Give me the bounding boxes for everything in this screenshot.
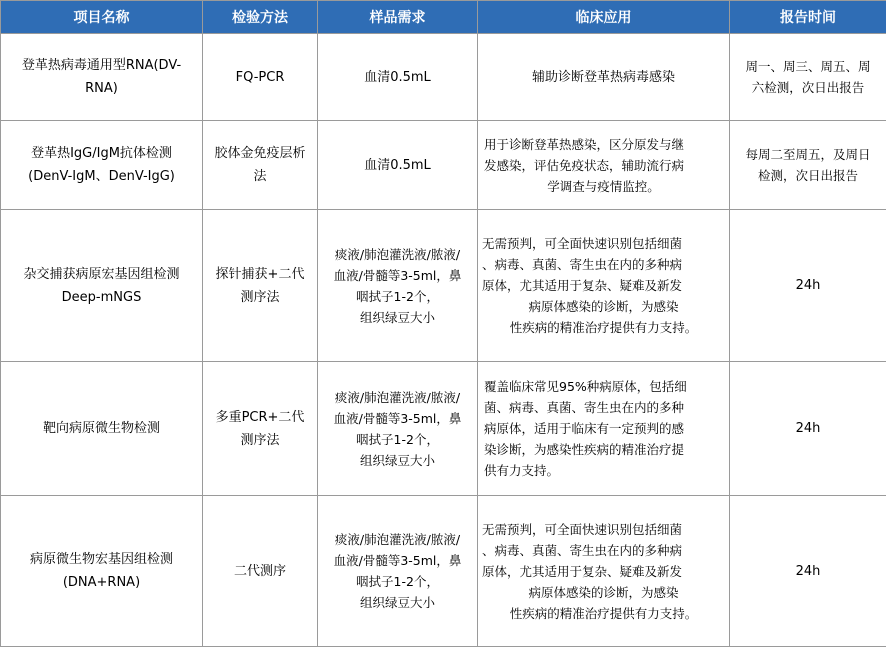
item-name-cell (1, 496, 203, 647)
table-row (1, 362, 886, 496)
cell-line: 靶向病原微生物检测 (42, 421, 160, 436)
sample-cell (318, 34, 478, 121)
cell-line: 组织绿豆大小 (359, 452, 435, 468)
cell-line: 病原体感染的诊断，为感染 (528, 584, 679, 600)
cell-line: 辅助诊断登革热病毒感染 (531, 69, 675, 85)
application-cell (478, 210, 730, 362)
cell-line: RNA) (85, 81, 118, 96)
table-row (1, 210, 886, 362)
cell-line: 、病毒、真菌、寄生虫在内的多种病 (482, 542, 683, 558)
cell-line: 法 (253, 169, 267, 184)
cell-line: 每周二至周五，及周日 (745, 147, 871, 162)
cell-line: 病原体感染的诊断，为感染 (528, 299, 679, 314)
table-row (1, 121, 886, 210)
cell-line: 组织绿豆大小 (359, 595, 435, 610)
header-cell-application: 临床应用 (478, 1, 730, 34)
cell-line: 供有力支持。 (484, 463, 560, 478)
cell-line: 登革热病毒通用型RNA(DV- (21, 58, 182, 73)
cell-line: 24h (795, 421, 821, 436)
cell-line: 组织绿豆大小 (359, 309, 435, 325)
report-time-cell (730, 121, 886, 210)
cell-line: 测序法 (240, 432, 280, 448)
item-name-cell (1, 362, 203, 496)
method-cell (203, 362, 318, 496)
cell-line: 周一、周三、周五、周 (745, 59, 871, 74)
report-time-cell (730, 34, 886, 121)
cell-line: 登革热IgG/IgM抗体检测 (31, 146, 172, 161)
application-cell (478, 34, 730, 121)
cell-line: 学调查与疫情监控。 (547, 178, 660, 194)
cell-line: 血清0.5mL (364, 157, 431, 173)
item-name-cell (1, 34, 203, 121)
cell-line: 咽拭子1-2个， (356, 431, 439, 447)
table-row (1, 496, 886, 647)
report-time-cell (730, 210, 886, 362)
cell-line: 血清0.5mL (364, 69, 431, 85)
cell-line: 痰液/肺泡灌洗液/脓液/ (334, 389, 461, 405)
cell-line: 二代测序 (233, 563, 286, 579)
cell-line: 发感染，评估免疫状态，辅助流行病 (484, 157, 685, 173)
cell-line: 无需预判，可全面快速识别包括细菌 (482, 521, 683, 537)
cell-line: (DenV-IgM、DenV-IgG) (28, 169, 175, 184)
report-time-cell (730, 362, 886, 496)
cell-line: 病原微生物宏基因组检测 (29, 552, 173, 567)
header-cell-method: 检验方法 (203, 1, 318, 34)
cell-line: 性疾病的精准治疗提供有力支持。 (509, 320, 698, 335)
cell-line: 胶体金免疫层析 (214, 146, 306, 161)
cell-line: 染诊断，为感染性疾病的精准治疗提 (484, 442, 685, 457)
method-cell (203, 121, 318, 210)
sample-cell (318, 496, 478, 647)
table-row (1, 34, 886, 121)
cell-line: 探针捕获+二代 (215, 266, 305, 282)
header-cell-report-time: 报告时间 (730, 1, 886, 34)
method-cell (203, 34, 318, 121)
cell-line: Deep-mNGS (61, 289, 142, 305)
cell-line: 覆盖临床常见95%种病原体，包括细 (484, 379, 687, 394)
method-cell (203, 210, 318, 362)
cell-line: 咽拭子1-2个， (356, 288, 439, 304)
cell-line: 杂交捕获病原宏基因组检测 (23, 266, 180, 282)
cell-line: 血液/骨髓等3-5ml，鼻 (333, 410, 462, 426)
cell-line: 六检测，次日出报告 (751, 80, 865, 95)
cell-line: 病原体，适用于临床有一定预判的感 (484, 421, 685, 436)
cell-line: 检测，次日出报告 (757, 168, 858, 183)
report-time-cell (730, 496, 886, 647)
application-cell (478, 496, 730, 647)
sample-cell (318, 121, 478, 210)
cell-line: 、病毒、真菌、寄生虫在内的多种病 (482, 257, 683, 272)
cell-line: 原体，尤其适用于复杂、疑难及新发 (482, 278, 683, 293)
application-cell (478, 362, 730, 496)
sample-cell (318, 210, 478, 362)
cell-line: 测序法 (240, 289, 280, 305)
cell-line: 菌、病毒、真菌、寄生虫在内的多种 (484, 400, 685, 415)
cell-line: FQ-PCR (235, 69, 285, 85)
sample-cell (318, 362, 478, 496)
cell-line: 性疾病的精准治疗提供有力支持。 (509, 605, 698, 621)
cell-line: 24h (795, 563, 821, 579)
application-cell (478, 121, 730, 210)
header-cell-sample: 样品需求 (318, 1, 478, 34)
cell-line: 咽拭子1-2个， (356, 574, 439, 589)
cell-line: (DNA+RNA) (62, 575, 141, 590)
cell-line: 痰液/肺泡灌洗液/脓液/ (334, 246, 461, 262)
cell-line: 多重PCR+二代 (215, 409, 305, 425)
item-name-cell (1, 210, 203, 362)
cell-line: 原体，尤其适用于复杂、疑难及新发 (482, 563, 683, 579)
cell-line: 血液/骨髓等3-5ml，鼻 (333, 267, 462, 283)
cell-line: 痰液/肺泡灌洗液/脓液/ (334, 532, 461, 547)
cell-line: 血液/骨髓等3-5ml，鼻 (333, 553, 462, 568)
cell-line: 无需预判，可全面快速识别包括细菌 (482, 236, 683, 251)
method-cell (203, 496, 318, 647)
cell-line: 24h (795, 278, 821, 293)
header-cell-name: 项目名称 (1, 1, 203, 34)
item-name-cell (1, 121, 203, 210)
header-row (1, 1, 886, 34)
cell-line: 用于诊断登革热感染，区分原发与继 (484, 136, 685, 152)
